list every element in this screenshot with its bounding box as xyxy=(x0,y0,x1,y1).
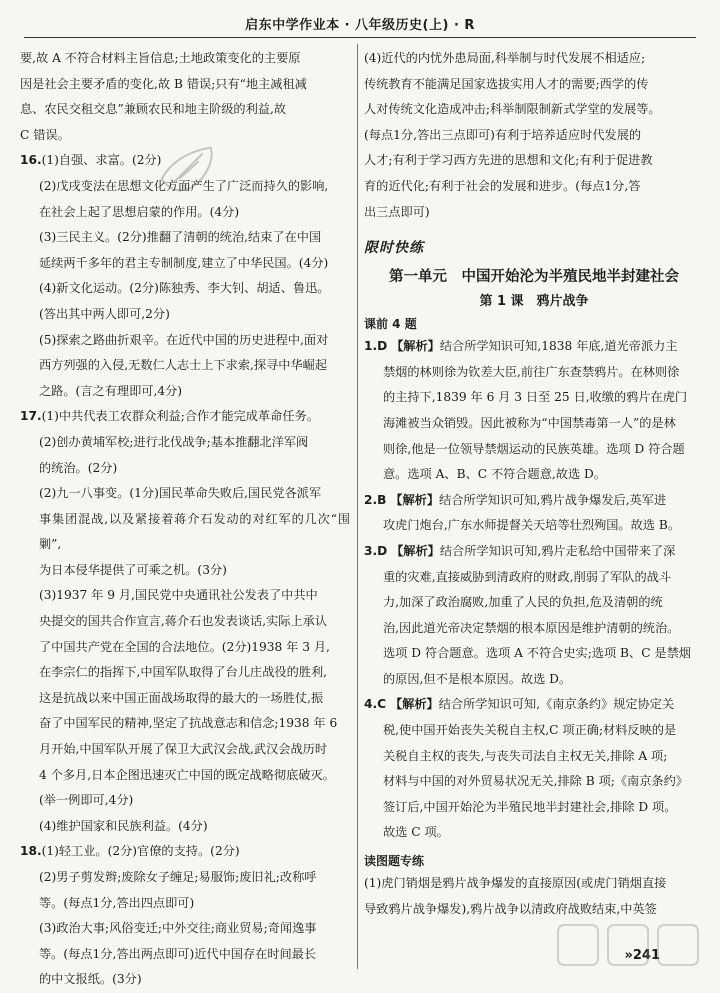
line-text: 的统治。(2分) xyxy=(39,460,118,475)
question-number: 17. xyxy=(20,409,42,424)
answer-line xyxy=(364,385,704,411)
left-line xyxy=(20,660,350,686)
answer-text: 结合所学知识可知,《南京条约》规定协定关 xyxy=(438,697,675,712)
pre-class-title: 课前 4 题 xyxy=(364,317,417,332)
answer-line xyxy=(364,692,704,718)
answer-line xyxy=(364,488,704,514)
right-top-line: 人才;有利于学习西方先进的思想和文化;有利于促进教 xyxy=(364,153,653,168)
answer-line xyxy=(364,820,704,846)
line-text: (3)政治大事;风俗变迁;中外交往;商业贸易;奇闻逸事 xyxy=(39,921,317,936)
left-line xyxy=(20,123,350,149)
line-text: (2)戊戌变法在思想文化方面产生了广泛而持久的影响, xyxy=(39,178,329,193)
answer-text: 则徐,他是一位领导禁烟运动的民族英雄。选项 D 符合题 xyxy=(383,441,685,456)
answer-text: 治,因此道光帝决定禁烟的根本原因是维护清朝的统治。 xyxy=(383,620,680,635)
line-text: 因是社会主要矛盾的变化,故 B 错误;只有“地主减租减 xyxy=(20,76,307,91)
answer-line xyxy=(364,565,704,591)
analysis-tag: 【解析】 xyxy=(390,492,440,507)
line-text: (2)九一八事变。(1分)国民革命失败后,国民党各派军 xyxy=(39,486,322,501)
answer-line xyxy=(364,641,704,667)
answer-line xyxy=(364,513,704,539)
left-line xyxy=(20,916,350,942)
left-line xyxy=(20,148,350,174)
left-line xyxy=(20,97,350,123)
line-text: (5)探索之路曲折艰辛。在近代中国的历史进程中,面对 xyxy=(39,332,329,347)
left-line xyxy=(20,609,350,635)
analysis-tag: 【解析】 xyxy=(389,697,439,712)
answer-text: 海滩被当众销毁。因此被称为“中国禁毒第一人”的是林 xyxy=(383,415,676,430)
answer-line xyxy=(364,616,704,642)
answer-line xyxy=(364,667,704,693)
left-line xyxy=(20,456,350,482)
answer-line xyxy=(364,795,704,821)
line-text: 延续两千多年的君主专制制度,建立了中华民国。(4分) xyxy=(39,255,329,270)
right-column xyxy=(364,46,704,922)
left-line xyxy=(20,200,350,226)
left-line xyxy=(20,814,350,840)
answer-text: 选项 D 符合题意。选项 A 不符合史实;选项 B、C 是禁烟 xyxy=(383,646,691,661)
column-divider xyxy=(357,44,358,969)
line-text: (1)自强、求富。(2分) xyxy=(41,153,162,168)
answer-option: D xyxy=(377,339,388,354)
left-line xyxy=(20,737,350,763)
line-text: (答出其中两人即可,2分) xyxy=(39,306,170,321)
page-number-text: 241 xyxy=(632,948,660,963)
line-text: C 错误。 xyxy=(20,127,70,142)
left-line xyxy=(20,711,350,737)
line-text: 奋了中国军民的精神,坚定了抗战意志和信念;1938 年 6 xyxy=(39,716,338,731)
line-text: (2)男子剪发辫;废除女子缠足;易服饰;废旧礼;改称呼 xyxy=(39,870,317,884)
left-line xyxy=(20,174,350,200)
left-line xyxy=(20,635,350,661)
line-text: 月开始,中国军队开展了保卫大武汉会战,武汉会战历时 xyxy=(39,742,328,757)
line-text: (4)维护国家和民族利益。(4分) xyxy=(39,818,208,833)
line-text: 为日本侵华提供了可乘之机。(3分) xyxy=(39,562,227,577)
reading-line: (1)虎门销烟是鸦片战争爆发的直接原因(或虎门销烟直接 xyxy=(364,876,667,891)
left-line xyxy=(20,686,350,712)
answer-text: 意。选项 A、B、C 不符合题意,故选 D。 xyxy=(383,467,606,482)
line-text: 了中国共产党在全国的合法地位。(2分)1938 年 3 月, xyxy=(39,639,330,654)
answer-line xyxy=(364,539,704,565)
line-text: 的中文报纸。(3分) xyxy=(39,972,142,987)
left-line xyxy=(20,225,350,251)
answer-text: 力,加深了政治腐败,加重了人民的负担,危及清朝的统 xyxy=(383,595,663,610)
answer-text: 重的灾难,直接威胁到清政府的财政,削弱了军队的战斗 xyxy=(383,569,672,584)
answer-line xyxy=(364,462,704,488)
answer-line xyxy=(364,437,704,463)
left-line xyxy=(20,583,350,609)
answer-line xyxy=(364,744,704,770)
line-text: 在社会上起了思想启蒙的作用。(4分) xyxy=(39,204,240,219)
line-text: (1)轻工业。(2分)官僚的支持。(2分) xyxy=(41,844,240,859)
answer-text: 攻虎门炮台,广东水师提督关天培等壮烈殉国。故选 B。 xyxy=(383,518,681,533)
left-line xyxy=(20,46,350,72)
page-number: »241 xyxy=(624,948,660,963)
line-text: 4 个多月,日本企图迅速灭亡中国的既定战略彻底破灭。 xyxy=(39,767,335,782)
section-title: 限时快练 xyxy=(364,240,424,257)
reading-answer xyxy=(364,871,704,922)
left-line xyxy=(20,302,350,328)
answer-text: 的原因,但不是根本原因。故选 D。 xyxy=(383,671,572,686)
left-line xyxy=(20,353,350,379)
line-text: 事集团混战,以及紧接着蒋介石发动的对红军的几次“围剿”, xyxy=(39,511,350,552)
right-top-line: (4)近代的内忧外患局面,科举制与时代发展不相适应; xyxy=(364,51,646,65)
line-text: 等。(每点1分,答出四点即可) xyxy=(39,895,195,910)
line-text: (1)中共代表工农群众利益;合作才能完成革命任务。 xyxy=(41,409,319,424)
line-text: 等。(每点1分,答出两点即可)近代中国存在时间最长 xyxy=(39,946,317,961)
line-text: 之路。(言之有理即可,4分) xyxy=(39,383,183,398)
left-column xyxy=(20,46,350,993)
line-text: 在李宗仁的指挥下,中国军队取得了台儿庄战役的胜利, xyxy=(39,665,328,680)
answer-number: 2. xyxy=(364,492,378,507)
analysis-tag: 【解析】 xyxy=(391,543,440,558)
left-line xyxy=(20,404,350,430)
right-top-line: 出三点即可) xyxy=(364,204,430,219)
answer-text: 禁烟的林则徐为钦差大臣,前往广东查禁鸦片。在林则徐 xyxy=(383,364,680,379)
watermark-logo-icon xyxy=(552,919,712,979)
right-top-line: 传统教育不能满足国家选拔实用人才的需要;西学的传 xyxy=(364,76,649,91)
answer-text: 关税自主权的丧失,与丧失司法自主权无关,排除 A 项; xyxy=(383,748,668,763)
line-text: 西方列强的入侵,无数仁人志士上下求索,探寻中华崛起 xyxy=(39,358,328,373)
lesson-title: 第 1 课 鸦片战争 xyxy=(479,294,589,310)
line-text: 这是抗战以来中国正面战场取得的最大的一场胜仗,振 xyxy=(39,690,324,705)
left-line xyxy=(20,839,350,865)
header-title: 启东中学作业本 · 八年级历史(上) · R xyxy=(245,18,475,33)
question-number: 18. xyxy=(20,844,42,859)
left-line xyxy=(20,891,350,917)
question-number: 16. xyxy=(20,153,42,168)
page-header xyxy=(0,0,720,40)
left-line xyxy=(20,942,350,968)
left-line xyxy=(20,481,350,507)
answer-text: 故选 C 项。 xyxy=(383,825,449,840)
answer-text: 材料与中国的对外贸易状况无关,排除 B 项;《南京条约》 xyxy=(383,774,688,789)
left-line xyxy=(20,865,350,891)
line-text: 央提交的国共合作宣言,蒋介石也发表谈话,实际上承认 xyxy=(39,614,328,629)
answer-option: D xyxy=(377,543,388,558)
answer-line xyxy=(364,718,704,744)
left-line xyxy=(20,430,350,456)
answer-line xyxy=(364,411,704,437)
line-text: 要,故 A 不符合材料主旨信息;土地政策变化的主要原 xyxy=(20,51,301,65)
answer-number: 3. xyxy=(364,543,378,558)
answer-option: C xyxy=(377,697,387,712)
left-line xyxy=(20,276,350,302)
right-top-line: 育的近代化;有利于社会的发展和进步。(每点1分,答 xyxy=(364,178,641,193)
line-text: (2)创办黄埔军校;进行北伐战争;基本推翻北洋军阀 xyxy=(39,434,309,449)
answer-text: 的主持下,1839 年 6 月 3 日至 25 日,收缴的鸦片在虎门 xyxy=(383,390,688,405)
answer-number: 4. xyxy=(364,697,378,712)
left-line xyxy=(20,507,350,558)
answer-text: 结合所学知识可知,1838 年底,道光帝派力主 xyxy=(439,339,678,354)
line-text: (举一例即可,4分) xyxy=(39,793,134,808)
left-line xyxy=(20,379,350,405)
line-text: 息、农民交租交息”兼顾农民和地主阶级的利益,故 xyxy=(20,102,287,117)
answer-text: 税,使中国开始丧失关税自主权,C 项正确;材料反映的是 xyxy=(383,723,677,738)
analysis-tag: 【解析】 xyxy=(391,339,440,354)
line-text: (3)三民主义。(2分)推翻了清朝的统治,结束了在中国 xyxy=(39,230,322,245)
answer-line xyxy=(364,334,704,360)
answer-text: 结合所学知识可知,鸦片战争爆发后,英军进 xyxy=(439,492,667,507)
unit-title: 第一单元 中国开始沦为半殖民地半封建社会 xyxy=(389,269,679,286)
left-line xyxy=(20,788,350,814)
answer-number: 1. xyxy=(364,339,378,354)
line-text: (3)1937 年 9 月,国民党中央通讯社公发表了中共中 xyxy=(39,588,318,603)
left-line xyxy=(20,558,350,584)
answer-text: 结合所学知识可知,鸦片走私给中国带来了深 xyxy=(439,543,676,558)
answer-text: 签订后,中国开始沦为半殖民地半封建社会,排除 D 项。 xyxy=(383,799,677,814)
reading-title: 读图题专练 xyxy=(364,854,425,869)
left-line xyxy=(20,763,350,789)
answer-line xyxy=(364,769,704,795)
line-text: (4)新文化运动。(2分)陈独秀、李大钊、胡适、鲁迅。 xyxy=(39,281,330,296)
answer-line xyxy=(364,360,704,386)
left-line xyxy=(20,251,350,277)
answer-line xyxy=(364,590,704,616)
left-line xyxy=(20,328,350,354)
answer-option: B xyxy=(377,492,387,507)
right-top-continuation xyxy=(364,46,704,225)
left-line xyxy=(20,72,350,98)
reading-line: 导致鸦片战争爆发),鸦片战争以清政府战败结束,中英签 xyxy=(364,901,657,916)
header-rule xyxy=(24,37,696,38)
right-top-line: 人对传统文化造成冲击;科举制限制新式学堂的发展等。 xyxy=(364,102,661,117)
right-top-line: (每点1分,答出三点即可)有利于培养适应时代发展的 xyxy=(364,127,642,142)
left-line xyxy=(20,967,350,993)
answer-list xyxy=(364,334,704,846)
